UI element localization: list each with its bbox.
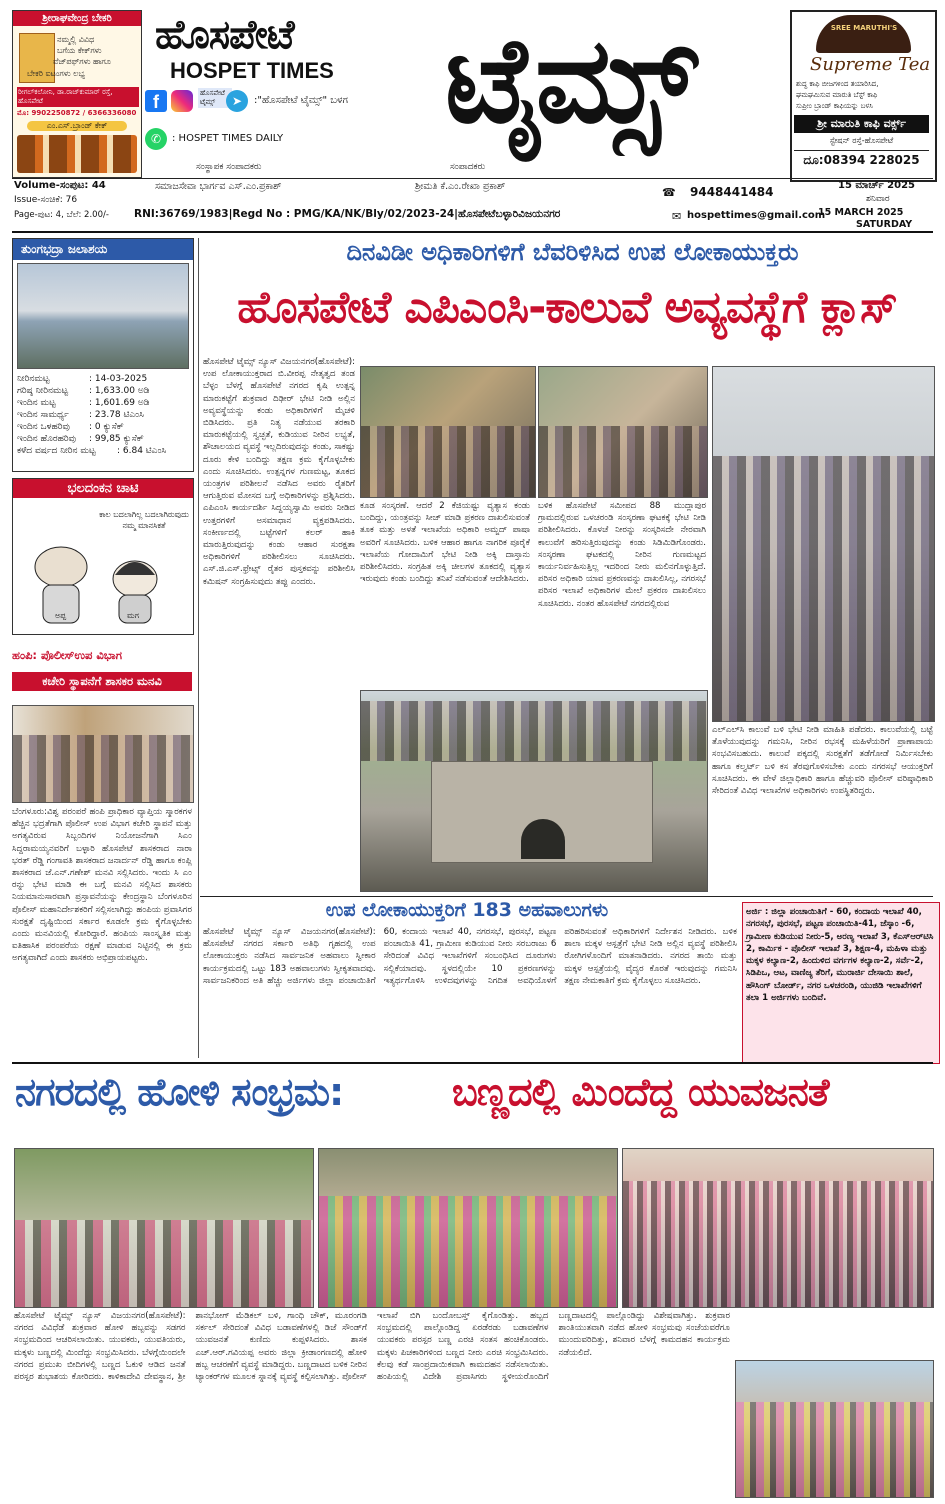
dam-row-label: ಇಂದಿನ ಸಾಮರ್ಥ್ಯ bbox=[17, 410, 69, 420]
masthead-title-kn: ಹೊಸಪೇಟೆ bbox=[155, 12, 294, 58]
bakery-ad bbox=[12, 10, 142, 178]
holi-photo-2 bbox=[318, 1148, 618, 1308]
hampi-headline-2: ಕಚೇರಿ ಸ್ಥಾಪನೆಗೆ ಶಾಸಕರ ಮನವಿ bbox=[12, 672, 192, 691]
cartoon-box bbox=[12, 478, 194, 635]
email-address[interactable]: hospettimes@gmail.com bbox=[687, 210, 826, 221]
bakery-ad-line1: ನಮ್ಮಲ್ಲಿ ವಿವಿಧ bbox=[57, 35, 95, 44]
dam-row-value: : 6.84 ಟಿಎಂಸಿ bbox=[117, 446, 167, 456]
dam-row-value: : 1,601.69 ಅಡಿ bbox=[89, 398, 150, 408]
dam-row-value: : 99,85 ಕ್ಯುಸೆಕ್ bbox=[89, 434, 144, 444]
dam-row-label: ಕಳೆದ ವರ್ಷದ ನೀರಿನ ಮಟ್ಟ bbox=[17, 446, 96, 456]
holi-photo-3 bbox=[622, 1148, 934, 1308]
coffee-ad-line1: ಶುದ್ಧ ಕಾಫಿ ಬೀಜಗಳಿಂದ ತಯಾರಿಸಿದ, bbox=[796, 80, 879, 88]
holi-headline-right: ಬಣ್ಣದಲ್ಲಿ ಮಿಂದೆದ್ದ ಯುವಜನತೆ bbox=[452, 1070, 829, 1114]
masthead-rule bbox=[12, 178, 933, 179]
dam-row-value: : 23.78 ಟಿಎಂಸಿ bbox=[89, 410, 144, 420]
editor-label: ಸಂಪಾದಕರು bbox=[450, 162, 486, 172]
coffee-ad-logo bbox=[816, 15, 911, 53]
dam-row-value: : 1,633.00 ಅಡಿ bbox=[89, 386, 150, 396]
mail-icon: ✉ bbox=[672, 210, 682, 223]
day-en: SATURDAY bbox=[856, 219, 913, 230]
cartoon-title: ಭಲದಂಕನ ಚಾಟಿ bbox=[13, 479, 193, 498]
volume-label: Volume-ಸಂಪುಟ: 44 bbox=[14, 180, 106, 191]
bakery-ad-line4: ಬೇಕರಿ ಐಟಂಗಳು ಲಭ್ಯ bbox=[27, 69, 85, 78]
dam-box bbox=[12, 238, 194, 472]
lead-column-1: ಹೊಸಪೇಟೆ ಟೈಮ್ಸ್ ನ್ಯೂಸ್ ವಿಜಯನಗರ(ಹೊಸಪೇಟೆ): ಉಪ ಲೋಕಾಯುಕ್ತರಾದ ಬಿ.ವೀರಪ್ಪ ನೇತೃತ್ವದ ತಂಡ ಬೆಳ್ಳಂ ಬೆಳಗ್ಗೆ ಹೊಸಪೇಟೆ ನಗರದ ಕೃಷಿ ಉತ್ಪನ್ನ ಮಾರುಕಟ್ಟೆಗೆ ಶುಕ್ರವಾರ ದಿಢೀರ್ ಭೇಟಿ ನೀಡಿ ಅಲ್ಲಿನ ಅವ್ಯವಸ್ಥೆಯನ್ನು ಕಂಡು ಅಧಿಕಾರಿಗಳಿಗೆ ಮೈಚಳಿ ಬಿಡಿಸಿದರು. ಪ್ರತಿ ನಿತ್ಯ ನಡೆಯುವ ತರಕಾರಿ ಮಾರುಕಟ್ಟೆಯಲ್ಲಿ ಸ್ವಚ್ಛತೆ, ಕುಡಿಯುವ ನೀರಿನ ಲಭ್ಯತೆ, ಶೌಚಾಲಯದ ವ್ಯವಸ್ಥೆ ಇಲ್ಲದಿರುವುದನ್ನು ಕಂಡು, ಸಾಕಷ್ಟು ದೂರು ಕೇಳಿ ಬಂದಿದ್ದು ತಕ್ಷಣ ಕ್ರಮ ಕೈಗೊಳ್ಳಬೇಕು ಎಂದು ಸೂಚಿಸಿದರು. ಉತ್ಪನ್ನಗಳ ಗುಣಮಟ್ಟ, ತೂಕದ ಯಂತ್ರಗಳ ಪರಿಶೀಲನೆ ನಡೆಸಿದ ಅವರು ರೈತರಿಗೆ ಆಗುತ್ತಿರುವ ಮೋಸದ ಬಗ್ಗೆ ಅಧಿಕಾರಿಗಳನ್ನು ಪ್ರಶ್ನಿಸಿದರು. ಎಪಿಎಂಸಿ ಕಾರ್ಯದರ್ಶಿ ಸಿದ್ದಯ್ಯಸ್ವಾಮಿ ಅವರು ನೀಡಿದ ಉತ್ತರಗಳಿಗೆ ಅಸಮಾಧಾನ ವ್ಯಕ್ತಪಡಿಸಿದರು. ಸಂಕೀರ್ಣದಲ್ಲಿ ಬಟ್ಟೆಗಳಿಗೆ ಕಲರ್ ಹಾಕಿ ಮಾರುತ್ತಿರುವುದನ್ನು ಕಂಡು ಆಹಾರ ಸುರಕ್ಷತಾ ಅಧಿಕಾರಿಗಳಿಗೆ ಪರಿಶೀಲಿಸಲು ಸೂಚಿಸಿದರು. ಎಸ್.ಜಿ.ಎಸ್.ಫ್ರೇಟ್ಸ್ ರೈತರ ಪುಸ್ತಕವನ್ನು ಪರಿಶೀಲಿಸಿ ಕಮಿಷನ್ ಸಂಗ್ರಹಿಸುವುದು ತಪ್ಪು ಎಂದರು. bbox=[203, 357, 355, 587]
hampi-headline-1: ಹಂಪಿ: ಪೊಲೀಸ್‌ಉಪ ವಿಭಾಗ bbox=[12, 648, 122, 662]
phone-icon: ☎ bbox=[662, 186, 676, 199]
telegram-icon[interactable]: ➤ bbox=[226, 90, 248, 112]
date-en: 15 MARCH 2025 bbox=[818, 207, 904, 218]
cartoon-label-father: ಅಪ್ಪ bbox=[55, 611, 67, 620]
dam-title: ತುಂಗಭದ್ರಾ ಜಲಾಶಯ bbox=[13, 239, 193, 260]
reports-top-rule bbox=[200, 896, 933, 897]
telegram-label: :"ಹೊಸಪೇಟೆ ಟೈಮ್ಸ್" ಬಳಗ bbox=[254, 95, 348, 106]
date-kn: 15 ಮಾರ್ಚ್ 2025 bbox=[838, 180, 916, 191]
whatsapp-label: : HOSPET TIMES DAILY bbox=[172, 133, 284, 144]
coffee-ad bbox=[790, 10, 937, 182]
hampi-photo bbox=[12, 705, 194, 803]
bakery-ad-line3: ವೆಜ್‌ಪಫ್‌ಗಳು ಹಾಗೂ bbox=[53, 57, 111, 66]
cartoon-drawing bbox=[13, 509, 191, 629]
lead-headline: ಹೊಸಪೇಟೆ ಎಪಿಎಂಸಿ-ಕಾಲುವೆ ಅವ್ಯವಸ್ಥೆಗೆ ಕ್ಲಾಸ್ bbox=[237, 282, 897, 333]
masthead-big-title: ಟೈಮ್ಸ್ bbox=[445, 11, 694, 149]
hampi-article: ಬೆಂಗಳೂರು:ವಿಶ್ವ ಪರಂಪರೆ ಹಂಪಿ ಪ್ರಾಧಿಕಾರ ವ್ಯಾಪ್ತಿಯ ಸ್ಮಾರಕಗಳ ಹೆಚ್ಚಿನ ಭದ್ರತೆಗಾಗಿ ಪೊಲೀಸ್ ಉಪ ವಿಭಾಗ ಕಚೇರಿ ಸ್ಥಾಪನೆ ಮತ್ತು ಅಗತ್ಯವಿರುವ ಸಿಬ್ಬಂದಿಗಳ ನಿಯೋಜನೆಗಾಗಿ ಸಿಎಂ ಸಿದ್ದರಾಮಯ್ಯನವರಿಗೆ ಬಳ್ಳಾರಿ ಹೊಸಪೇಟೆ ಶಾಸಕರಾದ ನಾರಾ ಭರತ್ ರೆಡ್ಡಿ ಗಂಗಾವತಿ ಶಾಸಕರಾದ ಜನಾರ್ದನ್ ರೆಡ್ಡಿ ಹಾಗೂ ಕಂಪ್ಲಿ ಶಾಸಕರಾದ ಜೆ.ಎನ್.ಗಣೇಶ್ ಮನವಿ ಸಲ್ಲಿಸಿದರು. ಇಂದು ಸಿ ಎಂ ರನ್ನು ಭೇಟಿ ಮಾಡಿ ಈ ಬಗ್ಗೆ ಮನವಿ ಸಲ್ಲಿಸಿದ ಶಾಸಕರು ನಿಯಮಾನುಸಾರವಾಗಿ ಪ್ರಸ್ತಾವನೆಯನ್ನು ಕೇಂದ್ರಸ್ಥಾನಿ ಬೆಂಗಳೂರಿನ ಪೊಲೀಸ್ ಮಹಾನಿರ್ದೇಶಕರಿಗೆ ಸಲ್ಲಿಸಲಾಗಿದ್ದು ಹಂಪಿಯ ಪ್ರವಾಸಿಗರ ಸುರಕ್ಷತೆ ದೃಷ್ಟಿಯಿಂದ ಸರ್ಕಾರ ಕೂಡಲೇ ಕ್ರಮ ಕೈಗೊಳ್ಳಬೇಕು ಎಂದು ಮನವಿಯಲ್ಲಿ ಕೋರಿದ್ದಾರೆ. ಹಂಪಿಯ ಸಾಂಸ್ಕೃತಿಕ ಮತ್ತು ಐತಿಹಾಸಿಕ ಪರಂಪರೆಯ ರಕ್ಷಣೆ ಮಾಡುವ ನಿಟ್ಟಿನಲ್ಲಿ ಈ ಕ್ರಮ ಅಗತ್ಯವಾಗಿದೆ ಎಂದು ಶಾಸಕರು ಅಭಿಪ್ರಾಯಪಟ್ಟರು. bbox=[12, 807, 192, 964]
coffee-shop-name: ಶ್ರೀ ಮಾರುತಿ ಕಾಫಿ ವರ್ಕ್ಸ್ bbox=[794, 115, 929, 133]
bakery-ad-address: ರೀಗಲ್‌ಕಲೋನಿ, ಡಾ.ರಾಜ್‌ಕುಮಾರ್ ರಸ್ತೆ, ಹೊಸಪೇಟೆ bbox=[17, 87, 139, 107]
dam-row-value: : 14-03-2025 bbox=[89, 374, 148, 384]
pages-price: Page-ಪುಟ: 4, ಬೆಲೆ: 2.00/- bbox=[14, 210, 109, 220]
coffee-address: ಸ್ಟೇಷನ್ ರಸ್ತೆ-ಹೊಸಪೇಟೆ bbox=[829, 136, 894, 145]
coffee-brand: Supreme Tea bbox=[810, 54, 931, 75]
lead-column-3: ಬಳಿಕ ಹೊಸಪೇಟೆ ಸಮೀಪದ 88 ಮುದ್ಲಾಪುರ ಗ್ರಾಮದಲ್ಲಿರುವ ಒಳಚರಂಡಿ ಸಂಸ್ಕರಣಾ ಘಟಕಕ್ಕೆ ಭೇಟಿ ನೀಡಿ ಪರಿಶೀಲಿಸಿದರು. ಕೊಳಚೆ ನೀರನ್ನು ಸಂಸ್ಕರಿಸದೇ ನೇರವಾಗಿ ಕಾಲುವೆಗೆ ಹರಿಸುತ್ತಿರುವುದನ್ನು ಕಂಡು ಸಿಡಿಮಿಡಿಗೊಂಡರು. ಸಂಸ್ಕರಣಾ ಘಟಕದಲ್ಲಿ ನೀರಿನ ಗುಣಮಟ್ಟದ ಕಾರ್ಯನಿರ್ವಹಿಸುತ್ತಿಲ್ಲ ಇದರಿಂದ ನೀರು ಮಲಿನಗೊಳ್ಳುತ್ತಿದೆ. ಪರಿಸರ ಅಧಿಕಾರಿ ಯಾವ ಪ್ರಕರಣವನ್ನು ದಾಖಲಿಸಿಲ್ಲ, ನಗರಸಭೆ ಪರಿಸರ ಇಲಾಖೆ ಅಧಿಕಾರಿಗಳ ಮೇಲೆ ಪ್ರಕರಣ ದಾಖಲಿಸಲು ಸೂಚಿಸಿದರು. ನಂತರ ಹೊಸಪೇಟೆ ನಗರದಲ್ಲಿರುವ bbox=[538, 501, 706, 609]
lead-photo-canal bbox=[360, 690, 708, 892]
holi-photo-1 bbox=[14, 1148, 314, 1308]
reports-headline: ಉಪ ಲೋಕಾಯುಕ್ತರಿಗೆ 183 ಅಹವಾಲುಗಳು bbox=[325, 899, 609, 921]
cartoon-label-son: ಮಗ bbox=[127, 611, 139, 620]
reports-article: ಹೊಸಪೇಟೆ ಟೈಮ್ಸ್ ನ್ಯೂಸ್ ವಿಜಯನಗರ(ಹೊಸಪೇಟೆ): ಹೊಸಪೇಟೆ ನಗರದ ಸರ್ಕಾರಿ ಅತಿಥಿ ಗೃಹದಲ್ಲಿ ಉಪ ಲೋಕಾಯುಕ್ತರು ನಡೆಸಿದ ಸಾರ್ವಜನಿಕ ಅಹವಾಲು ಸ್ವೀಕಾರ ಕಾರ್ಯಕ್ರಮದಲ್ಲಿ ಒಟ್ಟು 183 ಅಹವಾಲುಗಳು ಸ್ವೀಕೃತವಾದವು. ಸಾರ್ವಜನಿಕರಿಂದ ಅತಿ ಹೆಚ್ಚು ಅರ್ಜಿಗಳು ಜಿಲ್ಲಾ ಪಂಚಾಯಿತಿಗೆ 60, ಕಂದಾಯ ಇಲಾಖೆ 40, ನಗರಸಭೆ, ಪುರಸಭೆ, ಪಟ್ಟಣ ಪಂಚಾಯಿತಿ 41, ಗ್ರಾಮೀಣ ಕುಡಿಯುವ ನೀರು ಸರಬರಾಜು 6 ಸೇರಿದಂತೆ ವಿವಿಧ ಇಲಾಖೆಗಳಿಗೆ ಸಂಬಂಧಿಸಿದ ದೂರುಗಳು ಸಲ್ಲಿಕೆಯಾದವು. ಸ್ಥಳದಲ್ಲಿಯೇ 10 ಪ್ರಕರಣಗಳನ್ನು ಇತ್ಯರ್ಥಗೊಳಿಸಿ ಉಳಿದವುಗಳನ್ನು ನಿಗದಿತ ಅವಧಿಯೊಳಗೆ ಪರಿಹರಿಸುವಂತೆ ಅಧಿಕಾರಿಗಳಿಗೆ ನಿರ್ದೇಶನ ನೀಡಿದರು. ಬಳಿಕ ಶಾಲಾ ಮಕ್ಕಳ ಆಸ್ಪತ್ರೆಗೆ ಭೇಟಿ ನೀಡಿ ಅಲ್ಲಿನ ವ್ಯವಸ್ಥೆ ಪರಿಶೀಲಿಸಿ ರೋಗಿಗಳೊಂದಿಗೆ ಮಾತನಾಡಿದರು. ನಗರದ ತಾಯಿ ಮತ್ತು ಮಕ್ಕಳ ಆಸ್ಪತ್ರೆಯಲ್ಲಿ ವೈದ್ಯರ ಕೊರತೆ ಇರುವುದನ್ನು ಗಮನಿಸಿ ತಕ್ಷಣ ನೇಮಕಾತಿಗೆ ಕ್ರಮ ಕೈಗೊಳ್ಳಲು ಸೂಚಿಸಿದರು. bbox=[203, 927, 737, 986]
dam-row-label: ಇಂದಿನ ಹೊರಹರಿವು bbox=[17, 434, 76, 444]
dam-stats bbox=[17, 373, 189, 457]
cakes-image bbox=[17, 135, 137, 173]
coffee-ad-line2: ಘಮಘಮಿಸುವ ಮಾರುತಿ ಬೆಸ್ಟ್ ಕಾಫಿ bbox=[796, 91, 878, 99]
coffee-ad-line3: ಸುಪ್ರೀಂ ಬ್ರಾಂಡ್ ಕಾಫಿಯನ್ನು ಬಳಸಿ bbox=[796, 102, 873, 110]
phone-number: 9448441484 bbox=[690, 185, 774, 199]
holi-headline-left: ನಗರದಲ್ಲಿ ಹೋಳಿ ಸಂಭ್ರಮ: bbox=[15, 1070, 344, 1114]
lead-photo-weighing bbox=[712, 366, 935, 722]
reports-box: ಅರ್ಜಿ : ಜಿಲ್ಲಾ ಪಂಚಾಯಿತಿಗೆ - 60, ಕಂದಾಯ ಇಲಾಖೆ 40, ನಗರಸಭೆ, ಪುರಸಭೆ, ಪಟ್ಟಣ ಪಂಚಾಯಿತಿ-41, ಜೆಸ್ಕಾಂ -6, ಗ್ರಾಮೀಣ ಕುಡಿಯುವ ನೀರು-5, ಅರಣ್ಯ ಇಲಾಖೆ 3, ಕೆಎಸ್‌ಆರ್‌ಟಿಸಿ 2, ಕಾರ್ಮಿಕ - ಪೊಲೀಸ್ ಇಲಾಖೆ 3, ಶಿಕ್ಷಣ-4, ಮಹಿಳಾ ಮತ್ತು ಮಕ್ಕಳ ಕಲ್ಯಾಣ-2, ಹಿಂದುಳಿದ ವರ್ಗಗಳ ಕಲ್ಯಾಣ-2, ಸರ್ವೆ-2, ಸಿಡಿಪಿಒ, ಆಟ, ವಾಣಿಜ್ಯ ತೆರಿಗೆ, ಮುರಾರ್ಜಿ ದೇಸಾಯಿ ಶಾಲೆ, ಹೌಸಿಂಗ್ ಬೋರ್ಡ್, ನಗರ ಒಳಚರಂಡಿ, ಯುಜಿಡಿ ಇಲಾಖೆಗಳಿಗೆ ತಲಾ 1 ಅರ್ಜಿಗಳು ಬಂದಿವೆ. bbox=[742, 902, 940, 1064]
instagram-icon[interactable] bbox=[171, 90, 193, 112]
founder-label: ಸಂಸ್ಥಾಪಕ ಸಂಪಾದಕರು bbox=[196, 162, 262, 172]
coffee-phone: ದೂ:08394 228025 bbox=[794, 150, 929, 168]
lead-kicker: ದಿನವಿಡೀ ಅಧಿಕಾರಿಗಳಿಗೆ ಬೆವರಿಳಿಸಿದ ಉಪ ಲೋಕಾಯುಕ್ತರು bbox=[346, 238, 799, 266]
dam-row-label: ಇಂದಿನ ಮಟ್ಟ bbox=[17, 398, 56, 408]
issue-label: Issue-ಸಂಚಿಕೆ: 76 bbox=[14, 195, 78, 205]
whatsapp-icon[interactable]: ✆ bbox=[145, 128, 167, 150]
dam-row-label: ನೀರಿನಮಟ್ಟ bbox=[17, 374, 50, 384]
cartoon-caption: ಕಾಲ ಬದಲಾಗಿಲ್ಲ ಬದಲಾಗಿರುವುದು ನಮ್ಮ ಮಾನಸಿಕತೆ bbox=[99, 510, 189, 530]
editor-name: ಶ್ರೀಮತಿ ಕೆ.ಎಂ.ರೇಖಾ ಪ್ರಕಾಶ್ bbox=[415, 181, 506, 192]
founder-name: ಸಮಾಜಸೇವಾ ಭಾರ್ಗವ ಎಸ್.ಎಂ.ಪ್ರಕಾಶ್ bbox=[155, 181, 282, 192]
registration-info: RNI:36769/1983|Regd No : PMG/KA/NK/Bly/02/2023-24|ಹೊಸಪೇಟೆಬಳ್ಳಾರಿವಿಜಯನಗರ bbox=[134, 208, 561, 220]
sidebar-divider bbox=[198, 238, 199, 1058]
lead-column-4: ಎಲ್‌ಎಲ್‌ಸಿ ಕಾಲುವೆ ಬಳಿ ಭೇಟಿ ನೀಡಿ ಮಾಹಿತಿ ಪಡೆದರು. ಕಾಲುವೆಯಲ್ಲಿ ಬಟ್ಟೆ ತೊಳೆಯುವುದನ್ನು ಗಮನಿಸಿ, ನೀರಿನ ರಭಸಕ್ಕೆ ಮಹಿಳೆಯರಿಗೆ ಪ್ರಾಣಾಪಾಯ ಸಂಭವಿಸಬಹುದು. ಕಾಲುವೆ ಪಕ್ಕದಲ್ಲಿ ಸುರಕ್ಷತೆಗೆ ತಡೆಗೋಡೆ ನಿರ್ಮಿಸಬೇಕು ಹಾಗೂ ಕಲ್ವರ್ಟ್ ಬಳಿ ಕಸ ತೆರವುಗೊಳಿಸಬೇಕು ಎಂದು ನಗರಸಭೆ ಆಯುಕ್ತರಿಗೆ ಸೂಚಿಸಿದರು. ಈ ವೇಳೆ ಜಿಲ್ಲಾಧಿಕಾರಿ ಹಾಗೂ ಹೆಚ್ಚುವರಿ ಪೊಲೀಸ್ ವರಿಷ್ಠಾಧಿಕಾರಿ ಸೇರಿದಂತೆ ವಿವಿಧ ಇಲಾಖೆಗಳ ಅಧಿಕಾರಿಗಳು ಉಪಸ್ಥಿತರಿದ್ದರು. bbox=[712, 725, 933, 797]
dam-row-label: ಇಂದಿನ ಒಳಹರಿವು bbox=[17, 422, 70, 432]
day-kn: ಶನಿವಾರ bbox=[866, 194, 890, 204]
dam-photo bbox=[17, 263, 189, 369]
facebook-page-label: ಹೊಸಪೇಟೆ ಟೈಮ್ಸ್ bbox=[198, 88, 232, 108]
dam-row-value: : 0 ಕ್ಯುಸೆಕ್ bbox=[89, 422, 124, 432]
bakery-ad-title: ಶ್ರೀರಾಘವೇಂದ್ರ ಬೇಕರಿ bbox=[13, 11, 141, 26]
lead-photo-apmc-1 bbox=[360, 366, 536, 498]
facebook-icon[interactable]: f bbox=[145, 90, 167, 112]
holi-photo-4 bbox=[735, 1360, 934, 1498]
bakery-ad-phone: ಮೊ: 9902250872 / 6366336080 bbox=[17, 109, 137, 117]
coffee-brand-top: SREE MARUTHI'S bbox=[830, 24, 898, 32]
dam-row-label: ಗರಿಷ್ಠ ನೀರಿನಮಟ್ಟ bbox=[17, 386, 69, 396]
lead-photo-apmc-2 bbox=[538, 366, 708, 498]
bakery-ad-line2: ಬಗೆಯ ಕೇಕ್‌ಗಳು bbox=[57, 46, 102, 55]
lead-column-2: ಕೂಡ ಸಂಸ್ಕರಣೆ. ಆದರೆ 2 ಕೆಜಿಯಷ್ಟು ವ್ಯತ್ಯಾಸ ಕಂಡು ಬಂದಿದ್ದು, ಯಂತ್ರವನ್ನು ಸೀಜ್ ಮಾಡಿ ಪ್ರಕರಣ ದಾಖಲಿಸುವಂತೆ ತೂಕ ಮತ್ತು ಅಳತೆ ಇಲಾಖೆಯ ಅಧಿಕಾರಿ ಅಮ್ಜದ್ ಪಾಷಾ ಅವರಿಗೆ ಸೂಚಿಸಿದರು. ಬಳಿಕ ಆಹಾರ ಹಾಗೂ ನಾಗರಿಕ ಪೂರೈಕೆ ಇಲಾಖೆಯ ಗೋದಾಮಿಗೆ ಭೇಟಿ ನೀಡಿ ಅಕ್ಕಿ ದಾಸ್ತಾನು ಪರಿಶೀಲಿಸಿದರು. ಸಂಗ್ರಹಿತ ಅಕ್ಕಿ ಚೀಲಗಳ ತೂಕದಲ್ಲಿ ವ್ಯತ್ಯಾಸ ಇರುವುದು ಕಂಡು ಬಂದಿದ್ದು ತನಿಖೆ ನಡೆಸುವಂತೆ ಆದೇಶಿಸಿದರು. bbox=[360, 501, 530, 585]
holi-article: ಹೊಸಪೇಟೆ ಟೈಮ್ಸ್ ನ್ಯೂಸ್ ವಿಜಯನಗರ(ಹೊಸಪೇಟೆ): ನಗರದ ವಿವಿಧೆಡೆ ಶುಕ್ರವಾರ ಹೋಳಿ ಹಬ್ಬವನ್ನು ಸಡಗರ ಸಂಭ್ರಮದಿಂದ ಆಚರಿಸಲಾಯಿತು. ಯುವಕರು, ಯುವತಿಯರು, ಮಕ್ಕಳು ಬಣ್ಣದಲ್ಲಿ ಮಿಂದೆದ್ದು ಸಂಭ್ರಮಿಸಿದರು. ಬೆಳಗ್ಗೆಯಿಂದಲೇ ನಗರದ ಪ್ರಮುಖ ಬೀದಿಗಳಲ್ಲಿ ಬಣ್ಣದ ಓಕುಳಿ ಆಡಿದ ಜನತೆ ಪರಸ್ಪರ ಶುಭಾಶಯ ಕೋರಿದರು. ಕಾಳಿಕಾದೇವಿ ದೇವಸ್ಥಾನ, ಶ್ರೀ ಶಾನಭೋಗ್ ಮೆಡಿಕಲ್ ಬಳಿ, ಗಾಂಧಿ ಚೌಕ್, ಮೂರಂಗಡಿ ಸರ್ಕಲ್ ಸೇರಿದಂತೆ ವಿವಿಧ ಬಡಾವಣೆಗಳಲ್ಲಿ ಡಿಜೆ ಸೌಂಡ್‌ಗೆ ಯುವಜನತೆ ಕುಣಿದು ಕುಪ್ಪಳಿಸಿದರು. ಶಾಸಕ ಎಚ್.ಆರ್.ಗವಿಯಪ್ಪ ಅವರು ಜಿಲ್ಲಾ ಕ್ರೀಡಾಂಗಣದಲ್ಲಿ ಹೋಳಿ ಹಬ್ಬ ಆಚರಣೆಗೆ ವ್ಯವಸ್ಥೆ ಮಾಡಿದ್ದರು. ಬಣ್ಣದಾಟದ ಬಳಿಕ ನೀರಿನ ಟ್ಯಾಂಕರ್‌ಗಳ ಮೂಲಕ ಸ್ನಾನಕ್ಕೆ ವ್ಯವಸ್ಥೆ ಕಲ್ಪಿಸಲಾಗಿತ್ತು. ಪೊಲೀಸ್ ಇಲಾಖೆ ಬಿಗಿ ಬಂದೋಬಸ್ತ್ ಕೈಗೊಂಡಿತ್ತು. ಹಬ್ಬದ ಸಂಭ್ರಮದಲ್ಲಿ ಪಾಲ್ಗೊಂಡಿದ್ದ ಏರಡೆರಡು ಬಡಾವಣೆಗಳ ಯುವಕರು ಪರಸ್ಪರ ಬಣ್ಣ ಎರಚಿ ಸಂತಸ ಹಂಚಿಕೊಂಡರು. ಮಕ್ಕಳು ಪಿಚಕಾರಿಗಳಿಂದ ಬಣ್ಣದ ನೀರು ಎರಚಿ ಸಂಭ್ರಮಿಸಿದರು. ಕೆಲವು ಕಡೆ ಸಾಂಪ್ರದಾಯಿಕವಾಗಿ ಕಾಮದಹನ ನಡೆಸಲಾಯಿತು. ಹಂಪಿಯಲ್ಲಿ ವಿದೇಶಿ ಪ್ರವಾಸಿಗರು ಸ್ಥಳೀಯರೊಂದಿಗೆ ಬಣ್ಣದಾಟದಲ್ಲಿ ಪಾಲ್ಗೊಂಡಿದ್ದು ವಿಶೇಷವಾಗಿತ್ತು. ಶುಕ್ರವಾರ ಶಾಂತಿಯುತವಾಗಿ ನಡೆದ ಹೋಳಿ ಸಂಭ್ರಮವು ಸಂಜೆಯವರೆಗೂ ಮುಂದುವರಿದಿತ್ತು, ಶನಿವಾರ ಬೆಳಗ್ಗೆ ಕಾಮದಹನ ಕಾರ್ಯಕ್ರಮ ನಡೆಯಲಿದೆ. bbox=[14, 1311, 730, 1383]
masthead-title-en: HOSPET TIMES bbox=[170, 58, 334, 83]
bakery-ad-footer: ಎಂ.ಎಸ್.ಬ್ರಾಂಡ್ ಕೇಕ್ bbox=[27, 121, 127, 131]
masthead-bottom-rule bbox=[12, 231, 933, 233]
holi-top-rule bbox=[12, 1062, 933, 1064]
